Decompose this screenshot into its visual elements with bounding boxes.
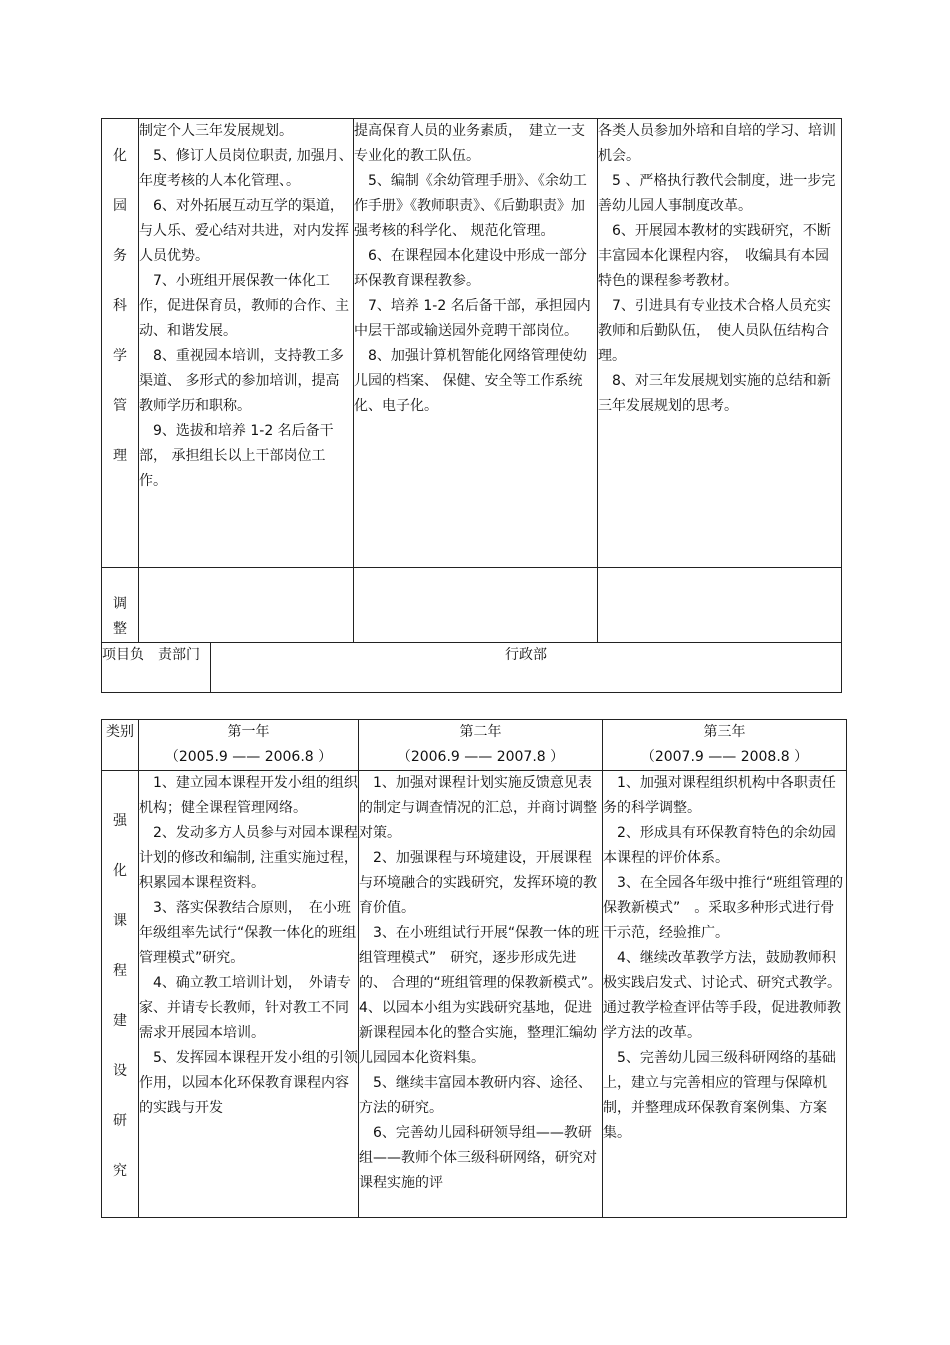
adjustment-label-cell: [102, 568, 139, 643]
category-char: 程: [113, 963, 127, 979]
plan-item: 2、加强课程与环境建设，开展课程与环境融合的实践研究，发挥环境的教育价值。: [359, 850, 597, 916]
curriculum-plan-table: [101, 719, 847, 1218]
plan-item: 6、在课程园本化建设中形成一部分环保教育课程教参。: [354, 248, 587, 289]
year3-range: （2007.9 —— 2008.8 ）: [640, 749, 809, 765]
plan-item: 8、加强计算机智能化网络管理使幼儿园的档案、 保健、安全等工作系统化、电子化。: [354, 348, 587, 414]
category-char: 管: [113, 398, 127, 414]
category-char: 强: [113, 813, 127, 829]
plan-item: 5、继续丰富园本教研内容、途径、方法的研究。: [359, 1075, 592, 1116]
plan-item: 制定个人三年发展规划。: [139, 123, 293, 139]
management-plan-table-continued: [101, 118, 842, 693]
plan-item: 7、引进具有专业技术合格人员充实教师和后勤队伍， 使人员队伍结构合理。: [598, 298, 831, 364]
category-char: 务: [113, 248, 127, 264]
responsible-dept-label: 项目负 责部门: [102, 643, 211, 693]
plan-item: 8、对三年发展规划实施的总结和新三年发展规划的思考。: [598, 373, 831, 414]
plan-item: 5、修订人员岗位职责, 加强月、 年度考核的人本化管理、。: [139, 148, 353, 189]
plan-item: 3、在全园各年级中推行“班组管理的保教新模式” 。采取多种形式进行骨干示范，经验推广。: [603, 875, 844, 941]
year3-management-cell: [598, 119, 842, 568]
responsible-dept-value: 行政部: [211, 643, 842, 693]
year1-curriculum-cell: [139, 771, 359, 1218]
header-year2: [359, 720, 603, 771]
year2-range: （2006.9 —— 2007.8 ）: [396, 749, 565, 765]
plan-item: 8、重视园本培训，支持教工多渠道、 多形式的参加培训，提高教师学历和职称。: [139, 348, 344, 414]
plan-item: 4、确立教工培训计划， 外请专家、并请专长教师，针对教工不同需求开展园本培训。: [139, 975, 351, 1041]
header-year1: [139, 720, 359, 771]
plan-item: 7、培养 1-2 名后备干部，承担园内中层干部或输送园外竞聘干部岗位。: [354, 298, 591, 339]
adjustment-year3-cell: [598, 568, 842, 643]
plan-item: 7、小班组开展保教一体化工作，促进保育员，教师的合作、主动、和谐发展。: [139, 273, 349, 339]
plan-item: 6、对外拓展互动互学的渠道，与人乐、爱心结对共进，对内发挥人员优势。: [139, 198, 349, 264]
year2-management-cell: [354, 119, 598, 568]
category-char: 设: [113, 1063, 127, 1079]
category-char: 课: [113, 913, 127, 929]
header-category-label: 类别: [106, 724, 134, 740]
plan-item: 3、落实保教结合原则， 在小班年级组率先试行“保教一体化的班组管理模式”研究。: [139, 900, 357, 966]
category-char: 化: [113, 148, 127, 164]
category-cell-curriculum: [102, 771, 139, 1218]
category-char: 整: [113, 621, 127, 637]
year1-title: 第一年: [227, 724, 270, 740]
year1-management-cell: [139, 119, 354, 568]
plan-item: 3、在小班组试行开展“保教一体的班组管理模式” 研究，逐步形成先进的、 合理的“班组管理的保教新模式”。: [359, 925, 602, 991]
plan-item: 4、继续改革教学方法，鼓励教师积极实践启发式、讨论式、研究式教学。 通过教学检查评估等手段，促进教师教学方法的改革。: [603, 950, 841, 1041]
plan-item: 5、发挥园本课程开发小组的引领作用，以园本化环保教育课程内容的实践与开发: [139, 1050, 358, 1116]
plan-item: 提高保育人员的业务素质， 建立一支专业化的教工队伍。: [354, 123, 586, 164]
category-char: 研: [113, 1113, 127, 1129]
category-char: 学: [113, 348, 127, 364]
category-cell-management: [102, 119, 139, 568]
adjustment-year1-cell: [139, 568, 354, 643]
year2-title: 第二年: [459, 724, 502, 740]
plan-item: 9、选拔和培养 1-2 名后备干部， 承担组长以上干部岗位工作。: [139, 423, 334, 489]
plan-item: 5、编制《余幼管理手册》、《余幼工作手册》《教师职责》、《后勤职责》加强考核的科学化、 规范化管理。: [354, 173, 587, 239]
header-category: [102, 720, 139, 771]
adjustment-year2-cell: [354, 568, 598, 643]
category-char: 调: [113, 596, 127, 612]
plan-item: 1、加强对课程组织机构中各职责任务的科学调整。: [603, 775, 836, 816]
plan-item: 各类人员参加外培和自培的学习、培训机会。: [598, 123, 837, 164]
year3-title: 第三年: [703, 724, 746, 740]
plan-item: 6、完善幼儿园科研领导组——教研组——教师个体三级科研网络，研究对课程实施的评: [359, 1125, 597, 1191]
category-char: 园: [113, 198, 127, 214]
plan-item: 2、发动多方人员参与对园本课程计划的修改和编制, 注重实施过程，积累园本课程资料。: [139, 825, 358, 891]
plan-item: 5 、严格执行教代会制度，进一步完善幼儿园人事制度改革。: [598, 173, 836, 214]
year1-range: （2005.9 —— 2006.8 ）: [164, 749, 333, 765]
plan-item: 5、完善幼儿园三级科研网络的基础上，建立与完善相应的管理与保障机制，并整理成环保教育案例集、方案集。: [603, 1050, 836, 1141]
category-char: 化: [113, 863, 127, 879]
category-char: 科: [113, 298, 127, 314]
plan-item: 2、形成具有环保教育特色的余幼园本课程的评价体系。: [603, 825, 836, 866]
plan-item: 4、以园本小组为实践研究基地，促进新课程园本化的整合实施，整理汇编幼儿园园本化资料集。: [359, 1000, 597, 1066]
plan-item: 1、加强对课程计划实施反馈意见表的制定与调查情况的汇总，并商讨调整对策。: [359, 775, 597, 841]
plan-item: 6、开展园本教材的实践研究，不断丰富园本化课程内容， 收编具有本园特色的课程参考教材。: [598, 223, 831, 289]
header-year3: [603, 720, 847, 771]
category-char: 理: [113, 448, 127, 464]
year2-curriculum-cell: [359, 771, 603, 1218]
year3-curriculum-cell: [603, 771, 847, 1218]
plan-item: 1、建立园本课程开发小组的组织机构；健全课程管理网络。: [139, 775, 358, 816]
category-char: 建: [113, 1013, 127, 1029]
category-char: 究: [113, 1163, 127, 1179]
